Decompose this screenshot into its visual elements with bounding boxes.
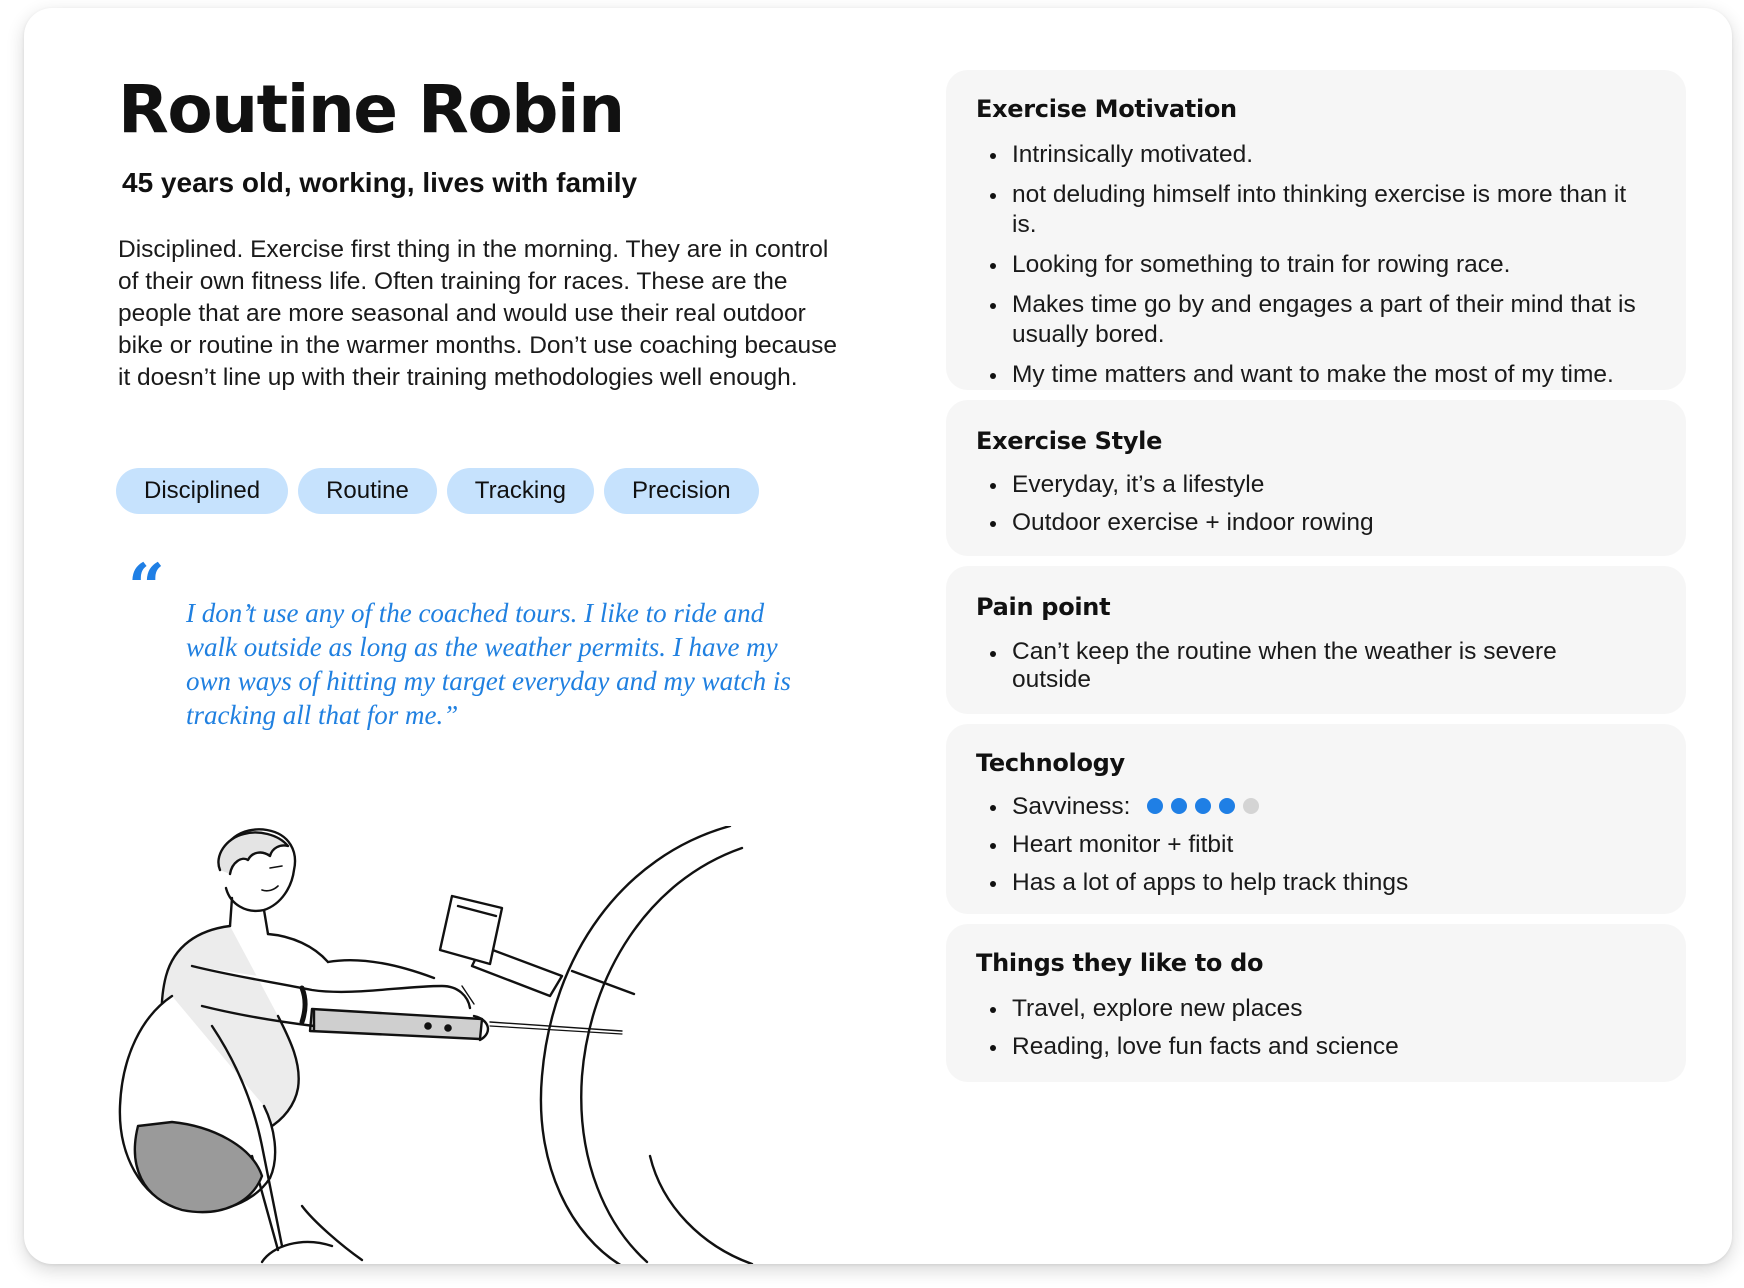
pain-point-panel bbox=[946, 566, 1686, 714]
tag-disciplined: Disciplined bbox=[116, 468, 288, 514]
rating-dot-filled-icon bbox=[1171, 798, 1187, 814]
exercise-style-title: Exercise Style bbox=[976, 427, 1163, 455]
savviness-item bbox=[1012, 792, 1656, 822]
list-item: Outdoor exercise + indoor rowing bbox=[1012, 508, 1656, 538]
tag-tracking: Tracking bbox=[447, 468, 594, 514]
rower-illustration bbox=[102, 826, 832, 1264]
things-they-like-panel bbox=[946, 924, 1686, 1082]
exercise-style-panel bbox=[946, 400, 1686, 556]
pain-point-list bbox=[976, 638, 1656, 694]
savviness-rating bbox=[1147, 798, 1259, 814]
list-item: Looking for something to train for rowing race. bbox=[1012, 250, 1656, 280]
exercise-style-list bbox=[976, 470, 1656, 538]
list-item: Travel, explore new places bbox=[1012, 994, 1656, 1024]
technology-title: Technology bbox=[976, 749, 1125, 777]
persona-subtitle: 45 years old, working, lives with family bbox=[122, 167, 638, 198]
persona-name: Routine Robin bbox=[118, 71, 624, 148]
list-item: Reading, love fun facts and science bbox=[1012, 1032, 1656, 1062]
rating-dot-filled-icon bbox=[1219, 798, 1235, 814]
persona-tags bbox=[116, 468, 759, 514]
exercise-motivation-list bbox=[976, 140, 1656, 390]
list-item: not deluding himself into thinking exercise is more than it is. bbox=[1012, 180, 1656, 240]
list-item: Makes time go by and engages a part of their mind that is usually bored. bbox=[1012, 290, 1656, 350]
rating-dot-empty-icon bbox=[1243, 798, 1259, 814]
pain-point-title: Pain point bbox=[976, 593, 1111, 621]
persona-description: Disciplined. Exercise first thing in the morning. They are in control of their own fitness life. Often training for races. These are the people that are more seasonal and would use their real outdoor bike or routine in the warmer months. Don’t use coaching because it doesn’t line up with their training methodologies well enough. bbox=[118, 236, 838, 391]
tag-routine: Routine bbox=[298, 468, 437, 514]
technology-panel bbox=[946, 724, 1686, 914]
exercise-motivation-panel bbox=[946, 70, 1686, 390]
rating-dot-filled-icon bbox=[1195, 798, 1211, 814]
persona-quote: I don’t use any of the coached tours. I like to ride and walk outside as long as the weather permits. I have my own ways of hitting my target everyday and my watch is tracking all that for me.” bbox=[186, 598, 791, 730]
list-item: My time matters and want to make the most of my time. bbox=[1012, 360, 1656, 390]
list-item: Heart monitor + fitbit bbox=[1012, 830, 1656, 860]
list-item: Everyday, it’s a lifestyle bbox=[1012, 470, 1656, 500]
tag-precision: Precision bbox=[604, 468, 759, 514]
list-item: Has a lot of apps to help track things bbox=[1012, 868, 1656, 898]
rating-dot-filled-icon bbox=[1147, 798, 1163, 814]
quote-mark-icon: “ bbox=[128, 550, 165, 625]
list-item: Intrinsically motivated. bbox=[1012, 140, 1656, 170]
technology-list bbox=[976, 792, 1656, 898]
savviness-label: Savviness: bbox=[1012, 793, 1131, 820]
exercise-motivation-title: Exercise Motivation bbox=[976, 95, 1237, 123]
persona-card bbox=[24, 8, 1732, 1264]
things-they-like-title: Things they like to do bbox=[976, 949, 1264, 977]
things-they-like-list bbox=[976, 994, 1656, 1062]
list-item: Can’t keep the routine when the weather is severe outside bbox=[1012, 638, 1596, 694]
